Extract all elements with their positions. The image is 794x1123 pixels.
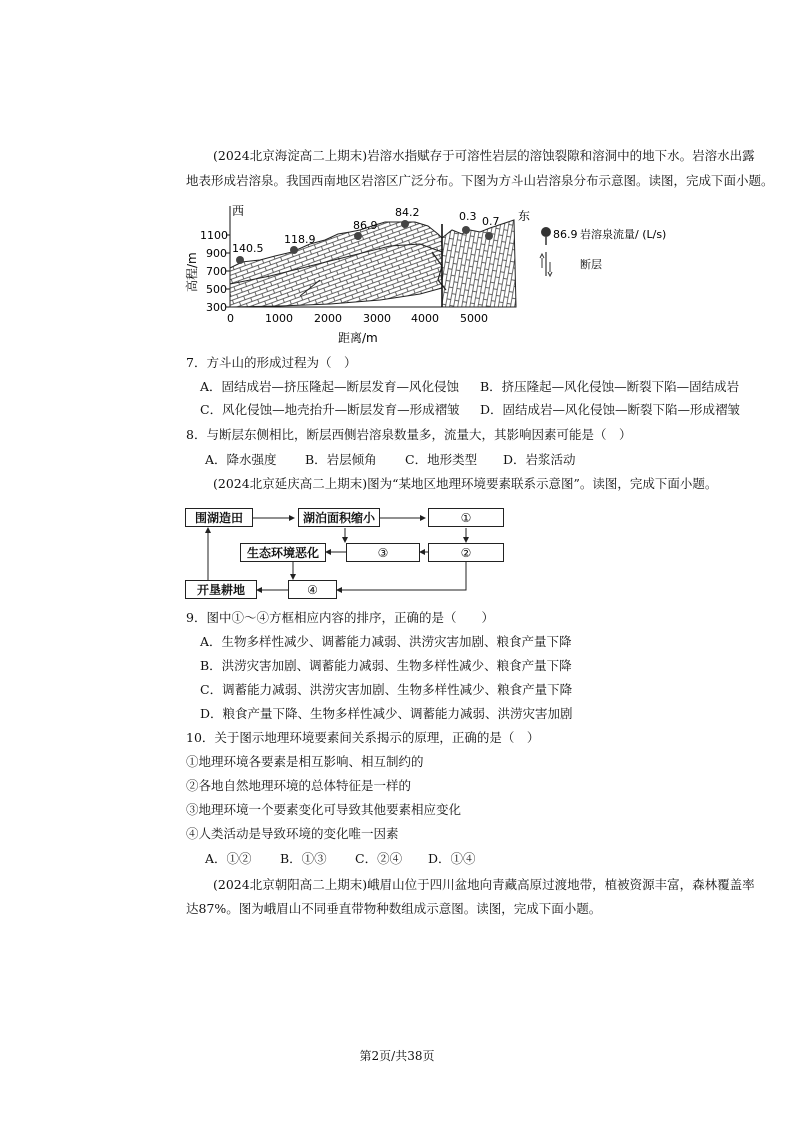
intro-paragraph-1-line2: 地表形成岩溶泉。我国西南地区岩溶区广泛分布。下图为方斗山岩溶泉分布示意图。读图，完成下面小题。 xyxy=(186,173,774,188)
q9-option-d[interactable]: D．粮食产量下降、生物多样性减少、调蓄能力减弱、洪涝灾害加剧 xyxy=(200,706,573,721)
legend-spring-value: 86.9 xyxy=(553,228,578,241)
spring-flow-label: 86.9 xyxy=(353,219,378,232)
y-tick-label: 700 xyxy=(206,265,227,278)
legend-fault-icon xyxy=(540,252,552,276)
legend-fault-label: 断层 xyxy=(580,258,602,271)
x-tick-label: 1000 xyxy=(265,312,293,325)
q10-statement-1: ①地理环境各要素是相互影响、相互制约的 xyxy=(186,754,424,769)
spring-marker xyxy=(462,226,470,234)
q10-stem: 10．关于图示地理环境要素间关系揭示的原理，正确的是（ ） xyxy=(186,730,540,745)
q10-statement-4: ④人类活动是导致环境的变化唯一因素 xyxy=(186,826,399,841)
legend-spring-label: 岩溶泉流量/ (L/s) xyxy=(580,228,667,241)
x-ticks xyxy=(227,312,488,325)
box-lake-shrink: 湖泊面积缩小 xyxy=(298,508,380,527)
page-footer: 第2页/共38页 xyxy=(359,1049,435,1063)
q7-stem: 7．方斗山的形成过程为（ ） xyxy=(186,355,357,370)
y-tick-label: 900 xyxy=(206,247,227,260)
q10-option-c[interactable]: C．②④ xyxy=(355,851,403,866)
flow-diagram xyxy=(180,500,520,605)
spring-flow-label: 0.3 xyxy=(459,210,477,223)
east-label: 东 xyxy=(518,209,531,223)
spring-flow-label: 118.9 xyxy=(284,233,316,246)
west-label: 西 xyxy=(232,204,245,218)
box-2: ② xyxy=(428,543,504,562)
y-tick-label: 300 xyxy=(206,301,227,314)
rock-layer-west xyxy=(230,222,442,307)
x-tick-label: 2000 xyxy=(314,312,342,325)
box-cultivate: 开垦耕地 xyxy=(185,580,257,599)
q7-option-b[interactable]: B．挤压隆起—风化侵蚀—断裂下陷—固结成岩 xyxy=(480,379,740,394)
intro-paragraph-3-line1: (2024北京朝阳高二上期末)峨眉山位于四川盆地向青藏高原过渡地带，植被资源丰富，森林覆盖率 xyxy=(213,877,755,892)
q10-option-d[interactable]: D．①④ xyxy=(428,851,476,866)
q8-option-b[interactable]: B．岩层倾角 xyxy=(305,452,377,467)
q8-option-c[interactable]: C．地形类型 xyxy=(405,452,478,467)
y-axis-label: 高程/m xyxy=(185,252,199,292)
q8-option-d[interactable]: D．岩浆活动 xyxy=(503,452,576,467)
spring-marker xyxy=(485,232,493,240)
spring-marker xyxy=(401,220,409,228)
q7-option-d[interactable]: D．固结成岩—风化侵蚀—断裂下陷—形成褶皱 xyxy=(480,402,741,417)
y-tick-label: 500 xyxy=(206,283,227,296)
intro-paragraph-2: (2024北京延庆高二上期末)图为“某地区地理环境要素联系示意图”。读图，完成下面小题。 xyxy=(213,476,718,491)
spring-marker xyxy=(236,256,244,264)
x-tick-label: 5000 xyxy=(460,312,488,325)
q10-statement-2: ②各地自然地理环境的总体特征是一样的 xyxy=(186,778,412,793)
x-tick-label: 4000 xyxy=(411,312,439,325)
q8-stem: 8．与断层东侧相比，断层西侧岩溶泉数量多，流量大，其影响因素可能是（ ） xyxy=(186,427,632,442)
spring-flow-label: 84.2 xyxy=(395,206,420,219)
box-eco-deterioration: 生态环境恶化 xyxy=(240,543,326,562)
q9-option-c[interactable]: C．调蓄能力减弱、洪涝灾害加剧、生物多样性减少、粮食产量下降 xyxy=(200,682,573,697)
legend-spring-icon xyxy=(541,227,551,237)
y-ticks xyxy=(200,229,230,314)
q7-option-c[interactable]: C．风化侵蚀—地壳抬升—断层发育—形成褶皱 xyxy=(200,402,460,417)
q7-option-a[interactable]: A．固结成岩—挤压隆起—断层发育—风化侵蚀 xyxy=(200,379,460,394)
legend xyxy=(540,227,666,276)
box-3: ③ xyxy=(346,543,420,562)
spring-marker xyxy=(290,246,298,254)
rock-layer-east xyxy=(442,220,516,307)
karst-profile-diagram xyxy=(180,200,680,350)
q9-stem: 9．图中①～④方框相应内容的排序，正确的是（ ） xyxy=(186,610,494,625)
x-tick-label: 0 xyxy=(227,312,234,325)
q8-option-a[interactable]: A．降水强度 xyxy=(205,452,277,467)
q10-option-b[interactable]: B．①③ xyxy=(280,851,327,866)
box-1: ① xyxy=(428,508,504,527)
box-reclaim-lake: 围湖造田 xyxy=(185,508,253,527)
spring-marker xyxy=(354,232,362,240)
box-4: ④ xyxy=(288,580,337,599)
intro-paragraph-3-line2: 达87%。图为峨眉山不同垂直带物种数组成示意图。读图，完成下面小题。 xyxy=(186,901,602,916)
q9-option-a[interactable]: A．生物多样性减少、调蓄能力减弱、洪涝灾害加剧、粮食产量下降 xyxy=(200,634,572,649)
x-axis-label: 距离/m xyxy=(338,331,378,345)
intro-paragraph-1-line1: (2024北京海淀高二上期末)岩溶水指赋存于可溶性岩层的溶蚀裂隙和溶洞中的地下水。岩溶水出露 xyxy=(213,148,755,163)
spring-flow-label: 0.7 xyxy=(482,215,500,228)
spring-flow-label: 140.5 xyxy=(232,242,264,255)
x-tick-label: 3000 xyxy=(363,312,391,325)
q9-option-b[interactable]: B．洪涝灾害加剧、调蓄能力减弱、生物多样性减少、粮食产量下降 xyxy=(200,658,572,673)
q10-statement-3: ③地理环境一个要素变化可导致其他要素相应变化 xyxy=(186,802,462,817)
y-tick-label: 1100 xyxy=(200,229,228,242)
q10-option-a[interactable]: A．①② xyxy=(205,851,252,866)
